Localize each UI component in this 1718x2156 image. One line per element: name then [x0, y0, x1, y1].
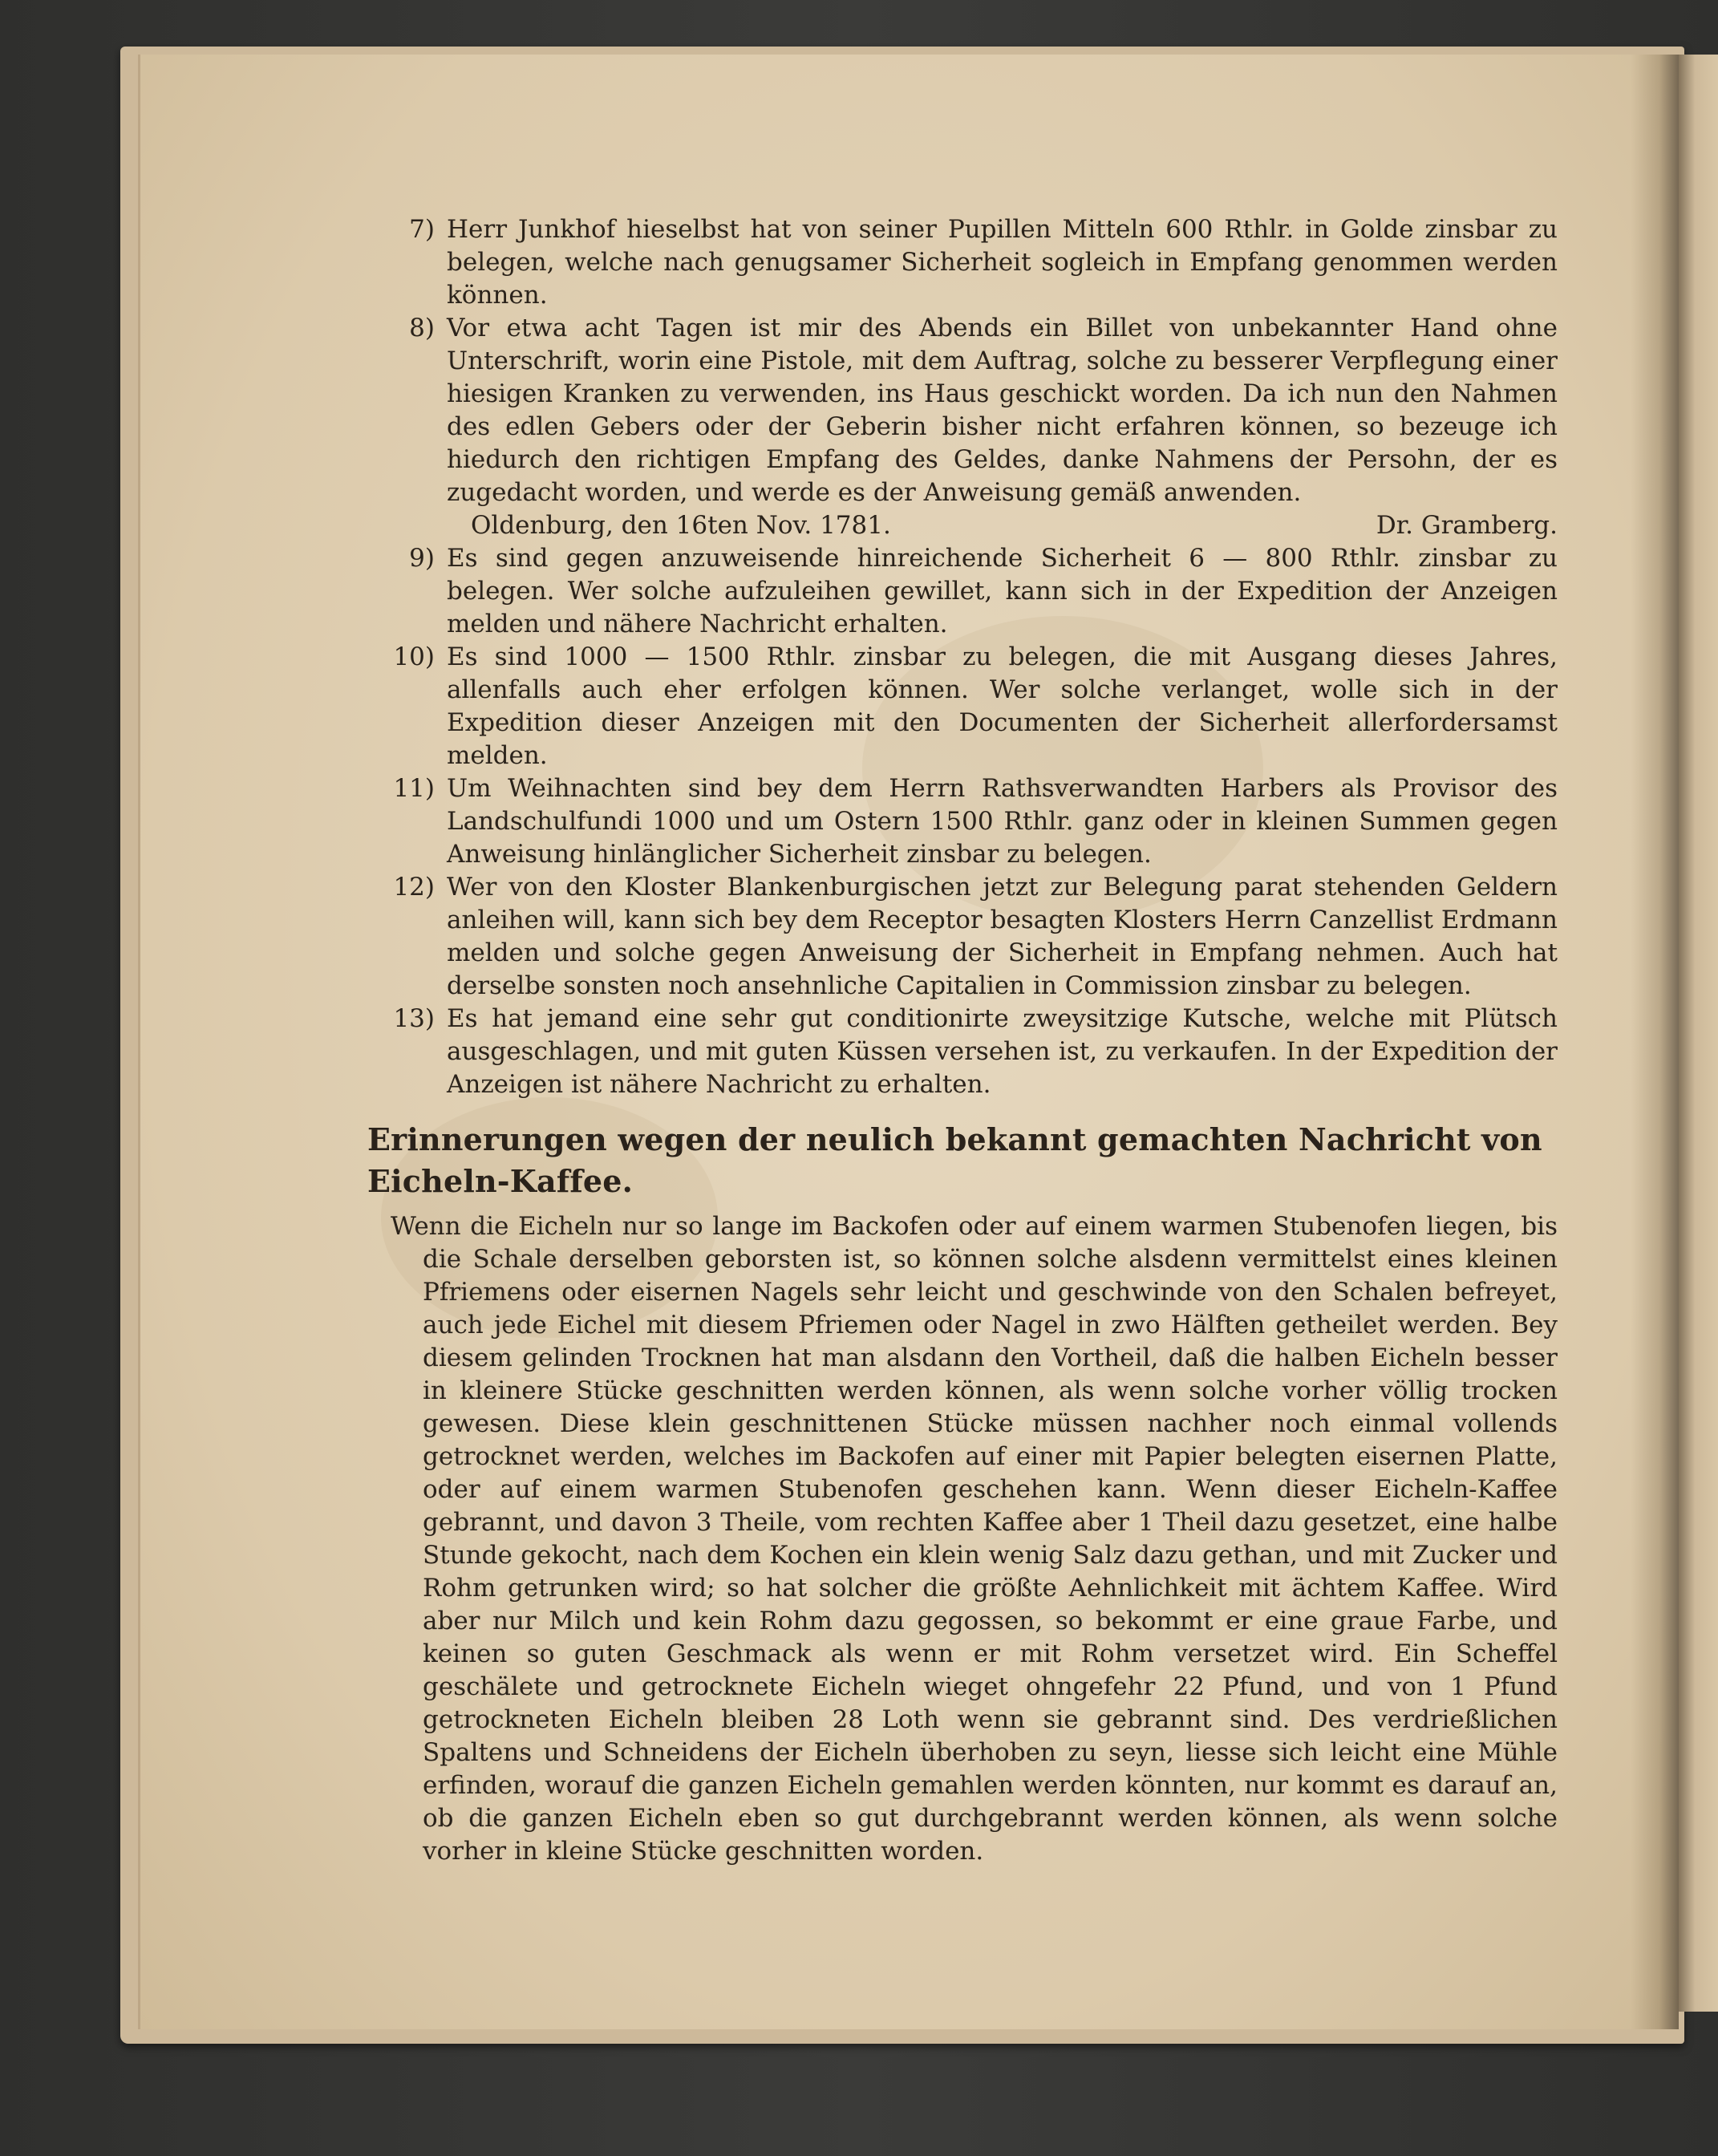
page-gutter: [1631, 55, 1679, 2029]
notice-number: 7): [409, 215, 435, 244]
notice-text: Vor etwa acht Tagen ist mir des Abends ein Billet von unbekannter Hand ohne Unterschrift, worin eine Pistole, mit dem Auftrag, solche zu besserer Verpflegung einer hiesigen Kranken zu verwenden, ins Haus geschickt worden. Da ich nun den Nahmen des edlen Gebers oder der Geberin bisher nicht erfahren können, so bezeuge ich hiedurch den richtigen Empfang des Geldes, danke Nahmens der Persohn, der es zugedacht worden, und werde es der Anweisung gemäß anwenden.: [447, 314, 1558, 507]
notice-10: [371, 641, 1558, 772]
notice-number: 12): [393, 873, 435, 902]
notice-11: [371, 772, 1558, 871]
notice-text: Herr Junkhof hieselbst hat von seiner Pupillen Mitteln 600 Rthlr. in Golde zinsbar zu belegen, welche nach genugsamer Sicherheit sogleich in Empfang genommen werden können.: [447, 215, 1558, 310]
notice-12: [371, 871, 1558, 1003]
notice-text: Es sind 1000 — 1500 Rthlr. zinsbar zu belegen, die mit Ausgang dieses Jahres, allenfalls auch eher erfolgen können. Wer solche verlanget, wolle sich in der Expedition dieser Anzeigen mit den Documenten der Sicherheit allerfordersamst melden.: [447, 642, 1558, 770]
signature-line: [371, 509, 1558, 542]
facing-page-edge: [1676, 55, 1718, 2012]
notice-13: [371, 1003, 1558, 1101]
notice-number: 9): [409, 544, 435, 573]
signature-place-date: Oldenburg, den 16ten Nov. 1781.: [471, 511, 891, 540]
notice-number: 10): [393, 642, 435, 671]
notice-7: [371, 213, 1558, 312]
notice-number: 8): [409, 314, 435, 342]
notice-text: Es hat jemand eine sehr gut conditionirte zweysitzige Kutsche, welche mit Plütsch ausgeschlagen, und mit guten Küssen versehen ist, zu verkaufen. In der Expedition der Anzeigen ist nähere Nachricht zu erhalten.: [447, 1004, 1558, 1099]
signature-name: Dr. Gramberg.: [1376, 511, 1558, 540]
page-text: [367, 213, 1558, 1868]
notice-text: Es sind gegen anzuweisende hinreichende Sicherheit 6 — 800 Rthlr. zinsbar zu belegen. Wer solche aufzuleihen gewillet, kann sich in der Expedition der Anzeigen melden und nähere Nachricht erhalten.: [447, 544, 1558, 638]
notice-text: Wer von den Kloster Blankenburgischen jetzt zur Belegung parat stehenden Geldern anleihen will, kann sich bey dem Receptor besagten Klosters Herrn Canzellist Erdmann melden und solche gegen Anweisung der Sicherheit in Empfang nehmen. Auch hat derselbe sonsten noch ansehnliche Capitalien in Commission zinsbar zu belegen.: [447, 873, 1558, 1000]
notice-number: 11): [393, 774, 435, 803]
notice-text: Um Weihnachten sind bey dem Herrn Rathsverwandten Harbers als Provisor des Landschulfundi 1000 und um Ostern 1500 Rthlr. ganz oder in kleinen Summen gegen Anweisung hinlänglicher Sicherheit zinsbar zu belegen.: [447, 774, 1558, 869]
section-heading: Erinnerungen wegen der neulich bekannt gemachten Nachricht von Eicheln-Kaffee.: [367, 1121, 1542, 1199]
notice-9: [371, 542, 1558, 641]
article-paragraph: Wenn die Eicheln nur so lange im Backofen oder auf einem warmen Stubenofen liegen, bis die Schale derselben geborsten ist, so können solche alsdenn vermittelst eines kleinen Pfriemens oder eisernen Nagels sehr leicht und geschwinde von den Schalen befreyet, auch jede Eichel mit diesem Pfriemen oder Nagel in zwo Hälften getheilet werden. Bey diesem gelinden Trocknen hat man alsdann den Vortheil, daß die halben Eicheln besser in kleinere Stücke geschnitten werden können, als wenn solche vorher völlig trocken gewesen. Diese klein geschnittenen Stücke müssen nachher noch einmal vollends getrocknet werden, welches im Backofen auf einer mit Papier belegten eisernen Platte, oder auf einem warmen Stubenofen geschehen kann. Wenn dieser Eicheln-Kaffee gebrannt, und davon 3 Theile, vom rechten Kaffee aber 1 Theil dazu gesetzet, eine halbe Stunde gekocht, nach dem Kochen ein klein wenig Salz dazu gethan, und mit Zucker und Rohm getrunken wird; so hat solcher die größte Aehnlichkeit mit ächtem Kaffee. Wird aber nur Milch und kein Rohm dazu gegossen, so bekommt er eine graue Farbe, und keinen so guten Geschmack als wenn er mit Rohm versetzet wird. Ein Scheffel geschälete und getrocknete Eicheln wieget ohngefehr 22 Pfund, und von 1 Pfund getrockneten Eicheln bleiben 28 Loth wenn sie gebrannt sind. Des verdrießlichen Spaltens und Schneidens der Eicheln überhoben zu seyn, liesse sich leicht eine Mühle erfinden, worauf die ganzen Eicheln gemahlen werden könnten, nur kommt es darauf an, ob die ganzen Eicheln eben so gut durchgebrannt werden können, als wenn solche vorher in kleine Stücke geschnitten worden.: [391, 1212, 1558, 1866]
notice-8: [371, 312, 1558, 509]
notice-number: 13): [393, 1004, 435, 1033]
